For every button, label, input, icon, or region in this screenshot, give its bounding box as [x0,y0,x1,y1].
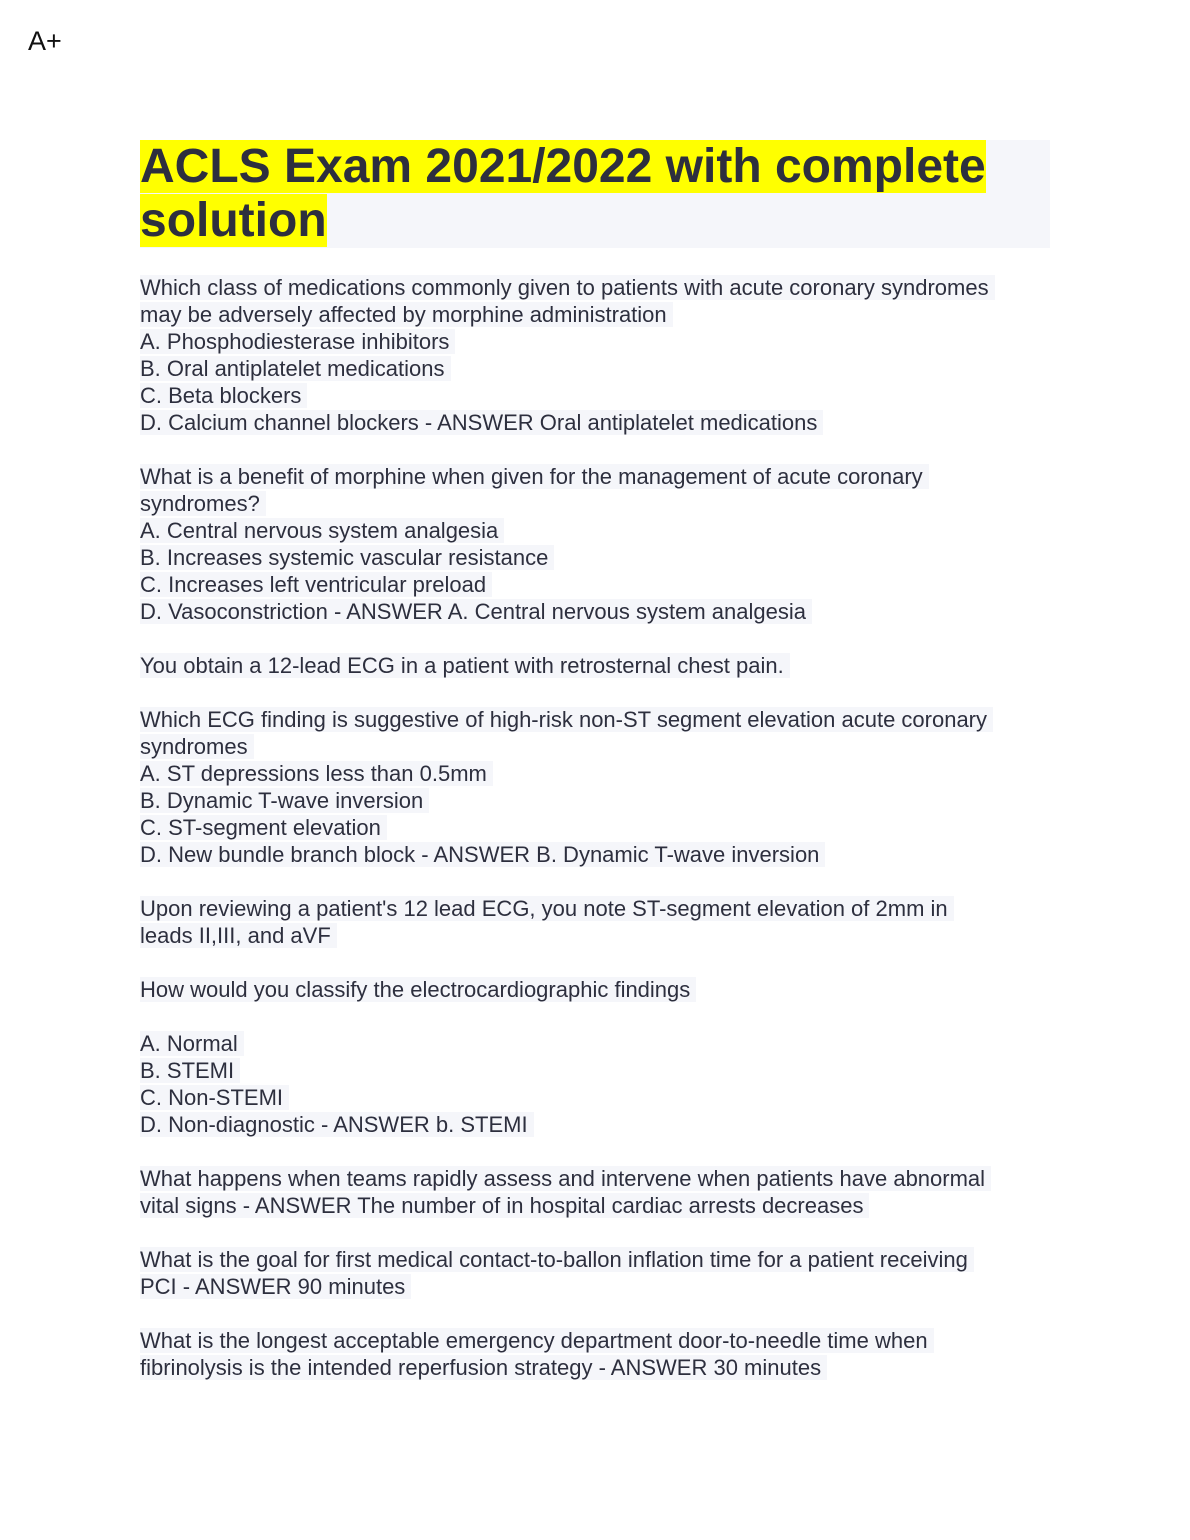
document-title [140,140,1050,248]
document-title-line-1: ACLS Exam 2021/2022 with complete [140,140,986,193]
question-paragraph [140,1327,1055,1381]
text-line-content: Which ECG finding is suggestive of high-risk non-ST segment elevation acute coronary [140,707,993,732]
text-line [140,652,1055,679]
text-line [140,1084,1055,1111]
text-line-content: Which class of medications commonly given to patients with acute coronary syndromes [140,275,995,300]
text-line [140,1273,1055,1300]
text-line [140,517,1055,544]
text-line-content: How would you classify the electrocardiographic findings [140,977,696,1002]
document-body [140,274,1055,1381]
text-line [140,976,1055,1003]
grade-mark: A+ [28,26,62,56]
text-line-content: PCI - ANSWER 90 minutes [140,1274,411,1299]
text-line [140,409,1055,436]
text-line [140,760,1055,787]
text-line-content: may be adversely affected by morphine administration [140,302,673,327]
paragraph-gap [140,949,1055,976]
text-line-content: A. Phosphodiesterase inhibitors [140,329,455,354]
text-line [140,598,1055,625]
text-line-content: What happens when teams rapidly assess and intervene when patients have abnormal [140,1166,991,1191]
text-line-content: C. Beta blockers [140,383,307,408]
text-line-content: B. Oral antiplatelet medications [140,356,451,381]
question-paragraph [140,652,1055,679]
text-line-content: What is the longest acceptable emergency department door-to-needle time when [140,1328,934,1353]
text-line-content: vital signs - ANSWER The number of in hospital cardiac arrests decreases [140,1193,869,1218]
text-line [140,895,1055,922]
text-line [140,274,1055,301]
paragraph-gap [140,625,1055,652]
text-line-content: syndromes [140,734,254,759]
paragraph-gap [140,868,1055,895]
text-line-content: syndromes? [140,491,266,516]
text-line [140,490,1055,517]
paragraph-gap [140,1300,1055,1327]
text-line [140,841,1055,868]
text-line-content: leads II,III, and aVF [140,923,337,948]
question-paragraph [140,1030,1055,1138]
paragraph-gap [140,436,1055,463]
text-line [140,1327,1055,1354]
text-line-content: C. Non-STEMI [140,1085,289,1110]
text-line [140,1246,1055,1273]
text-line [140,733,1055,760]
paragraph-gap [140,1003,1055,1030]
text-line-content: D. Non-diagnostic - ANSWER b. STEMI [140,1112,534,1137]
text-line [140,922,1055,949]
text-line [140,571,1055,598]
question-paragraph [140,976,1055,1003]
text-line [140,706,1055,733]
text-line [140,787,1055,814]
paragraph-gap [140,1138,1055,1165]
text-line-content: B. STEMI [140,1058,240,1083]
question-paragraph [140,1246,1055,1300]
text-line-content: B. Increases systemic vascular resistance [140,545,554,570]
text-line-content: What is the goal for first medical contact-to-ballon inflation time for a patient receiving [140,1247,974,1272]
text-line [140,355,1055,382]
question-paragraph [140,895,1055,949]
text-line [140,382,1055,409]
question-paragraph [140,274,1055,436]
question-paragraph [140,1165,1055,1219]
text-line-content: B. Dynamic T-wave inversion [140,788,429,813]
text-line [140,301,1055,328]
text-line [140,1165,1055,1192]
text-line-content: D. Calcium channel blockers - ANSWER Oral antiplatelet medications [140,410,823,435]
text-line-content: A. ST depressions less than 0.5mm [140,761,493,786]
text-line-content: C. ST-segment elevation [140,815,387,840]
text-line-content: D. Vasoconstriction - ANSWER A. Central nervous system analgesia [140,599,812,624]
paragraph-gap [140,679,1055,706]
text-line [140,463,1055,490]
text-line [140,1354,1055,1381]
text-line-content: A. Normal [140,1031,244,1056]
document-title-block [140,140,1050,248]
text-line [140,1111,1055,1138]
text-line-content: fibrinolysis is the intended reperfusion strategy - ANSWER 30 minutes [140,1355,827,1380]
question-paragraph [140,463,1055,625]
text-line-content: What is a benefit of morphine when given for the management of acute coronary [140,464,929,489]
text-line-content: C. Increases left ventricular preload [140,572,492,597]
text-line [140,1192,1055,1219]
text-line-content: D. New bundle branch block - ANSWER B. Dynamic T-wave inversion [140,842,825,867]
text-line-content: You obtain a 12-lead ECG in a patient with retrosternal chest pain. [140,653,790,678]
text-line [140,1057,1055,1084]
text-line [140,1030,1055,1057]
text-line-content: A. Central nervous system analgesia [140,518,504,543]
text-line [140,328,1055,355]
question-paragraph [140,706,1055,868]
text-line-content: Upon reviewing a patient's 12 lead ECG, you note ST-segment elevation of 2mm in [140,896,954,921]
paragraph-gap [140,1219,1055,1246]
text-line [140,814,1055,841]
document-title-line-2: solution [140,194,327,247]
text-line [140,544,1055,571]
